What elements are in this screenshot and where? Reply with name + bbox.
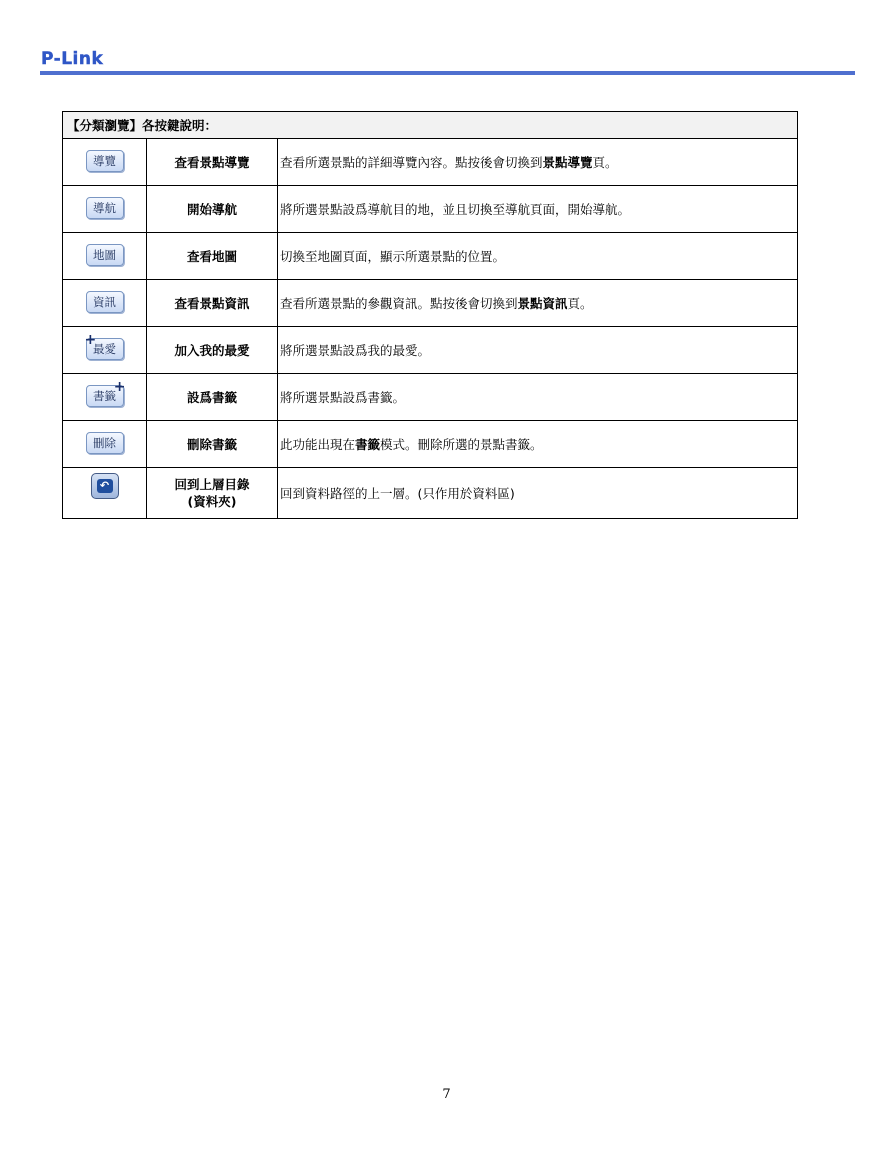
navigate-button-icon: 導航 [86, 197, 124, 219]
key-name: 設爲書籤 [147, 374, 278, 421]
icon-cell [63, 233, 147, 280]
back-up-level-icon: ↶ [91, 473, 119, 499]
key-description: 查看所選景點的詳細導覽內容。點按後會切換到景點導覽頁。 [278, 139, 798, 186]
map-button-icon: 地圖 [86, 244, 124, 266]
table-row [63, 186, 798, 233]
key-name: 查看地圖 [147, 233, 278, 280]
key-name: 回到上層目錄 (資料夾) [147, 468, 278, 519]
key-name: 查看景點導覽 [147, 139, 278, 186]
delete-button-icon: 刪除 [86, 432, 124, 454]
key-description: 將所選景點設爲書籤。 [278, 374, 798, 421]
plus-icon: + [113, 378, 126, 395]
table-row [63, 421, 798, 468]
icon-cell [63, 468, 147, 519]
plus-icon: + [84, 331, 97, 348]
icon-cell [63, 280, 147, 327]
key-description: 查看所選景點的參觀資訊。點按後會切換到景點資訊頁。 [278, 280, 798, 327]
key-name: 加入我的最愛 [147, 327, 278, 374]
p-link-logo: P-Link [41, 49, 104, 69]
key-name: 開始導航 [147, 186, 278, 233]
browse-guide-button-icon: 導覽 [86, 150, 124, 172]
table-row [63, 280, 798, 327]
info-button-icon: 資訊 [86, 291, 124, 313]
key-description: 此功能出現在書籤模式。刪除所選的景點書籤。 [278, 421, 798, 468]
table-row [63, 374, 798, 421]
icon-cell [63, 327, 147, 374]
add-favorite-button-icon: + 最愛 [86, 338, 124, 360]
table-row [63, 233, 798, 280]
table-row [63, 139, 798, 186]
icon-cell [63, 421, 147, 468]
table-caption: 【分類瀏覽】各按鍵說明： [63, 112, 798, 139]
icon-cell [63, 186, 147, 233]
icon-cell [63, 139, 147, 186]
table-row [63, 327, 798, 374]
add-bookmark-button-icon: 書籤 + [86, 385, 124, 407]
page-number: 7 [442, 1087, 451, 1102]
key-name: 刪除書籤 [147, 421, 278, 468]
key-description: 將所選景點設爲我的最愛。 [278, 327, 798, 374]
key-description: 將所選景點設爲導航目的地，並且切換至導航頁面，開始導航。 [278, 186, 798, 233]
key-description: 回到資料路徑的上一層。(只作用於資料區) [278, 468, 798, 519]
header-divider [40, 71, 855, 75]
key-name: 查看景點資訊 [147, 280, 278, 327]
button-description-table [62, 111, 798, 519]
table-caption-row [63, 112, 798, 139]
table-row [63, 468, 798, 519]
key-description: 切換至地圖頁面，顯示所選景點的位置。 [278, 233, 798, 280]
icon-cell [63, 374, 147, 421]
